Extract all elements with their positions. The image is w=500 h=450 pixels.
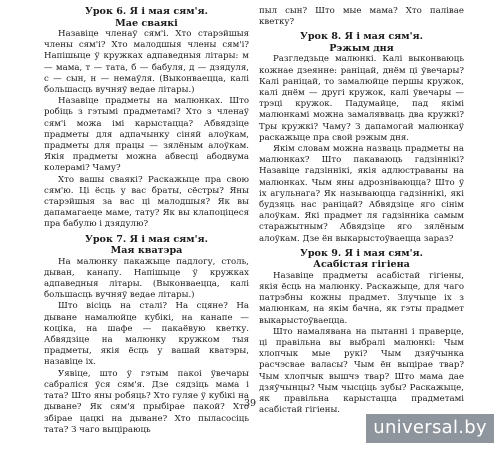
lesson7-continuation: пыл сын? Што мые мама? Хто паліваe кветку?: [259, 6, 464, 28]
lesson8-paragraph-1: Разгледзьце малюнкі. Калі выконваюць кожнае дзеянне: раніцай, днём ці ўвечары? Калі раніцай, то замалюйце першы кружок, калі днём — другі кружок, калі ўвечары — трэці кружок. Падумайце, пад якімі малюнкамі можна замалявваць два кружкі? Тры кружкі? Чаму? З дапамогай малюнкаў раскажыце пра свой рэжым дня.: [259, 54, 464, 143]
right-column: [259, 6, 464, 417]
lesson8-subheading: Рэжым дня: [329, 42, 394, 54]
left-column: [44, 6, 249, 436]
lesson6-heading: Урок 6. Я і мая сям'я.: [85, 6, 208, 17]
lesson7-paragraph-2: Што вісіць на сталі? На сцяне? На дыване намалюйце кубікі, на канапе — коціка, на шафе — пакаёвую кветку. Абвядзіце на малюнку кружком тыя прадметы, якія ёсць у вашай кватэры, назавіце іх.: [44, 301, 249, 368]
watermark-logo: universal.by: [366, 414, 494, 443]
lesson7-paragraph-1: На малюнку пакажыце падлогу, столь, дыван, канапу. Напішыце ў кружках адпаведныя літары. (Выконваецца, калі большасць вучняў ведае літары.): [44, 256, 249, 301]
lesson9-paragraph-2: Што намалявана на пытанні і праверце, ці правільна вы выбралі малюнкі: Чым хлопчык мые рукі? Чым дзяўчынка расчэсвае валасы? Чым ён выцірае твар? Чым хлопчык вышчэ твар? Што мама дае дзяўчынцы? Чым чысціць зубы? Раскажыце, як правільна карыстацца прадметамі асабістай гігіены.: [259, 326, 464, 416]
lesson8-heading: Урок 8. Я і мая сям'я.: [300, 31, 423, 43]
lesson9-subheading: Асабістая гігіена: [313, 259, 410, 271]
lesson6-subheading: Мае сваякі: [115, 17, 178, 29]
lesson6-paragraph-1: Назавіце членаў сям'і. Хто старэйшыя члены сям'і? Хто малодшыя члены сям'і? Напішыце ў кружках адпаведныя літары: м — мама, т — тата, б — бабуля, д — дзядуля, с — сын, н — немаўля. (Выконваецца, калі большасць вучняў ведае літары.): [44, 29, 249, 96]
lesson7-subheading: Мая кватэра: [110, 245, 183, 257]
lesson9-paragraph-1: Назавіце прадметы асабістай гігіены, якія ёсць на малюнку. Раскажыце, для чаго патрэбны кожны прадмет. Злучыце іх з малюнкам, на якім бачна, як гэты прадмет выкарыстоўваецца.: [259, 270, 464, 326]
lesson6-paragraph-3: Хто вашы сваякі? Раскажыце пра свою сям'ю. Ці ёсць у вас браты, сёстры? Яны старэйшыя за вас ці малодшыя? Як вы дапамагаеце маме, тату? Як вы клапоціцеся пра бабулю і дзядулю?: [44, 174, 249, 230]
lesson8-paragraph-2: Якім словам можна назваць прадметы на малюнках? Што пакаваюць гадзіннікі? Назавіце гадзіннікі, якія адлюстраваны на малюнках. Чым яны адрозніваюцца? Што ў іх агульнага? Як называюцца гадзіннікі, які будзяць нас раніцай? Абвядзіце яго сінім алоўкам. Які прадмет ля гадзінніка самым старажытным? Абвядзіце яго зялёным алоўкам. Дзе ён выкарыстоўваецца зараз?: [259, 144, 464, 244]
lesson7-heading: Урок 7. Я і мая сям'я.: [85, 233, 208, 245]
lesson9-heading: Урок 9. Я і мая сям'я.: [300, 247, 423, 259]
lesson6-paragraph-2: Назавіце прадметы на малюнках. Што робіць з гэтымі прадметамі? Хто з членаў сям'і можа імі карыстацца? Абвядзіце прадметы для адпачынку сіняй алоўкам, прадметы для працы — зялёным алоўкам. Якія прадметы можна абвесці абодвума колерамі? Чаму?: [44, 96, 249, 174]
lesson7-paragraph-3: Уявіце, што ў гэтым пакоі ўвечары сабраліся ўся сям'я. Дзе сядзіць мама і тата? Што яны робяць? Хто гуляе ў кубікі на дыване? Як сям'я прыбірае пакой? Хто збірае цацкі на дыване? Хто пыласосіць тата? З чаго выціраюць: [44, 368, 249, 435]
page-number: 39: [243, 398, 257, 409]
